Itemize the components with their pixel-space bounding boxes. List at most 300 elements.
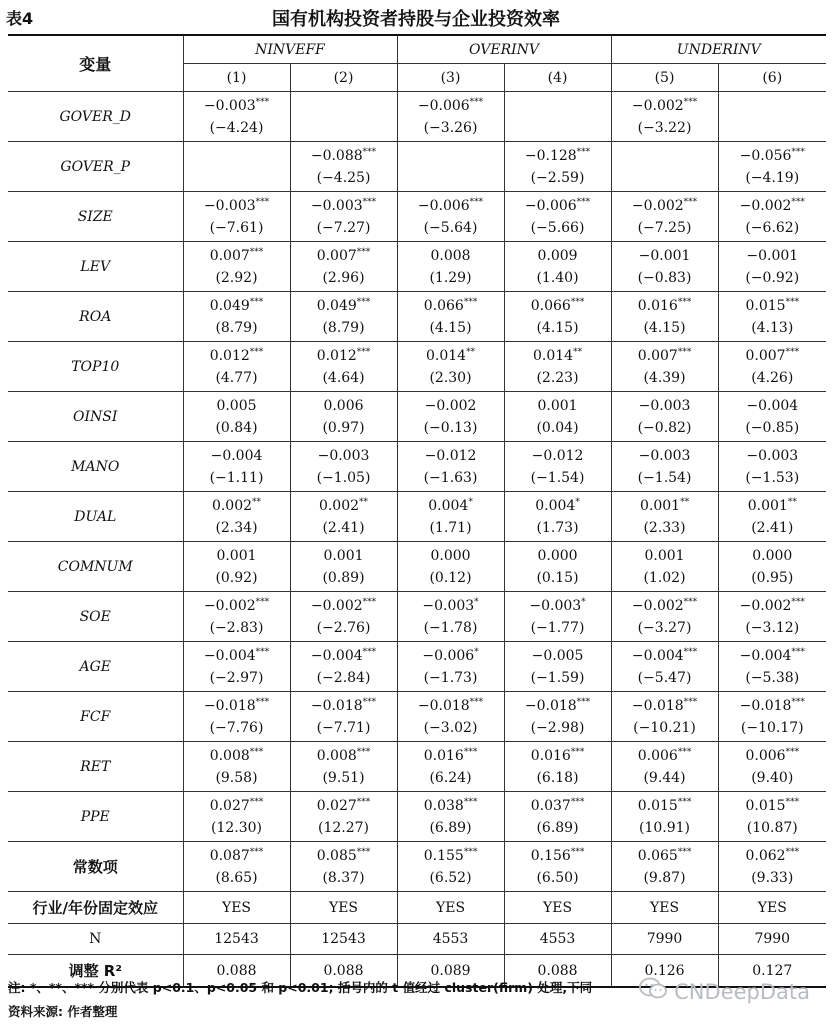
watermark-text: CNDeepData [674,979,810,1004]
t-statistic: (−4.25) [316,169,371,186]
fixed-effects-value: YES [290,892,397,924]
significance-stars: * [581,596,586,607]
coefficient-value: −0.128 [524,147,577,164]
significance-stars: *** [791,596,805,607]
t-statistic: (−2.84) [316,669,371,686]
t-statistic: (−1.53) [745,469,800,486]
significance-stars: *** [463,746,478,757]
fixed-effects-value: YES [397,892,504,924]
t-statistic: (12.30) [210,819,262,836]
estimate-cell [183,142,290,192]
coefficient-value: 0.037 [530,797,571,814]
significance-stars: *** [356,346,371,357]
n-value: 7990 [611,924,718,955]
t-statistic: (0.92) [215,569,258,586]
coefficient-value: 0.015 [745,297,786,314]
table-row [8,342,826,392]
estimate-cell [718,542,826,592]
estimate-cell [718,642,826,692]
significance-stars: *** [570,846,585,857]
coefficient [291,245,397,267]
estimate-cell [504,342,611,392]
t-statistic: (1.02) [643,569,686,586]
coefficient-value: 0.027 [316,797,357,814]
table-row [8,392,826,442]
significance-stars: *** [249,246,264,257]
coefficient-value: −0.005 [531,647,584,664]
coefficient [612,795,718,817]
t-statistic: (2.34) [215,519,258,536]
table-row [8,92,826,142]
significance-stars: *** [683,96,698,107]
coefficient-value: −0.002 [631,197,684,214]
estimate-cell [504,692,611,742]
table-row [8,292,826,342]
significance-stars: *** [356,796,371,807]
estimate-cell [504,292,611,342]
significance-stars: ** [252,496,262,507]
coefficient [612,845,718,867]
coefficient [719,645,827,667]
coefficient-value: −0.006 [422,647,475,664]
coefficient [505,545,611,567]
t-statistic: (−6.62) [745,219,800,236]
estimate-cell [611,192,718,242]
t-statistic: (8.79) [322,319,365,336]
coefficient [612,195,718,217]
coefficient-value: 0.014 [532,347,574,364]
significance-stars: *** [463,296,478,307]
estimate-cell [504,592,611,642]
table-row [8,592,826,642]
t-statistic: (−5.64) [423,219,478,236]
adj-r2-value: 0.127 [718,955,826,988]
coefficient [291,445,397,467]
significance-stars: *** [683,196,698,207]
estimate-cell [397,742,504,792]
adj-r2-label: 调整 R² [8,955,183,988]
coefficient [184,845,290,867]
estimate-cell [397,792,504,842]
significance-stars: *** [677,796,692,807]
coefficient-value: 0.015 [745,797,786,814]
coefficient-value: 0.001 [537,397,578,414]
column-number: (6) [718,64,826,92]
significance-stars: *** [570,796,585,807]
estimate-cell [611,542,718,592]
table-row [8,542,826,592]
coefficient [398,245,504,267]
coefficient [184,245,290,267]
estimate-cell [397,292,504,342]
coefficient-value: −0.003 [638,397,691,414]
significance-stars: ** [359,496,369,507]
t-statistic: (9.40) [751,769,794,786]
variable-name: OINSI [8,392,183,442]
estimate-cell [290,192,397,242]
t-statistic: (6.24) [429,769,472,786]
estimate-cell [290,442,397,492]
t-statistic: (−7.76) [209,719,264,736]
significance-stars: *** [677,296,692,307]
coefficient-value: −0.018 [739,697,792,714]
coefficient-value: 0.085 [316,847,357,864]
estimate-cell [611,692,718,742]
coefficient [184,745,290,767]
coefficient-value: −0.003 [310,197,363,214]
t-statistic: (−0.85) [745,419,800,436]
coefficient [184,545,290,567]
t-statistic: (−1.78) [423,619,478,636]
coefficient-value: −0.018 [524,697,577,714]
t-statistic: (0.04) [536,419,579,436]
estimate-cell [718,592,826,642]
coefficient [398,95,504,117]
estimate-cell [397,442,504,492]
coefficient-value: 0.005 [216,397,257,414]
estimate-cell [183,742,290,792]
variable-name: TOP10 [8,342,183,392]
table-row [8,492,826,542]
coefficient-value: 0.006 [323,397,364,414]
significance-stars: ** [787,496,797,507]
significance-stars: *** [683,646,698,657]
coefficient-value: −0.003 [529,597,582,614]
t-statistic: (−0.92) [745,269,800,286]
coefficient [719,145,827,167]
estimate-cell [718,492,826,542]
variable-header: 变量 [8,35,183,92]
t-statistic: (−3.26) [423,119,478,136]
estimate-cell [718,242,826,292]
coefficient-value: 0.065 [637,847,678,864]
adj-r2-value: 0.126 [611,955,718,988]
estimate-cell [504,742,611,792]
significance-stars: *** [785,796,800,807]
significance-stars: ** [466,346,476,357]
t-statistic: (0.97) [322,419,365,436]
estimate-cell [504,842,611,892]
estimate-cell [290,742,397,792]
estimate-cell [183,592,290,642]
coefficient-value: −0.001 [638,247,691,264]
t-statistic: (−0.83) [637,269,692,286]
coefficient-value: −0.002 [310,597,363,614]
t-statistic: (−1.54) [637,469,692,486]
estimate-cell [611,642,718,692]
significance-stars: *** [785,846,800,857]
estimate-cell [611,392,718,442]
t-statistic: (−1.54) [530,469,585,486]
coefficient [291,145,397,167]
t-statistic: (−4.24) [209,119,264,136]
table-header [0,0,832,34]
estimate-cell [611,792,718,842]
estimate-cell [183,842,290,892]
t-statistic: (−1.59) [530,669,585,686]
coefficient-value: 0.008 [316,747,357,764]
significance-stars: *** [255,696,270,707]
variable-name: ROA [8,292,183,342]
coefficient [398,745,504,767]
t-statistic: (−1.77) [530,619,585,636]
significance-stars: *** [463,796,478,807]
significance-stars: *** [576,196,591,207]
t-statistic: (6.89) [429,819,472,836]
coefficient-value: −0.012 [424,447,477,464]
coefficient-value: −0.056 [739,147,792,164]
significance-stars: *** [791,646,805,657]
coefficient-value: 0.066 [530,297,571,314]
estimate-cell [397,242,504,292]
n-value: 4553 [504,924,611,955]
table-row [8,142,826,192]
coefficient-value: 0.038 [423,797,464,814]
estimate-cell [397,842,504,892]
coefficient-value: −0.003 [317,447,370,464]
coefficient-value: 0.000 [430,547,471,564]
t-statistic: (−0.82) [637,419,692,436]
estimate-cell [183,242,290,292]
coefficient [184,595,290,617]
t-statistic: (−3.02) [423,719,478,736]
coefficient-value: −0.004 [746,397,799,414]
coefficient-value: −0.018 [310,697,363,714]
estimate-cell [183,492,290,542]
coefficient [184,195,290,217]
regression-table [8,34,826,988]
coefficient [398,445,504,467]
significance-stars: *** [249,296,264,307]
significance-stars: *** [785,296,800,307]
t-statistic: (−0.13) [423,419,478,436]
coefficient [184,695,290,717]
t-statistic: (2.92) [215,269,258,286]
estimate-cell [718,442,826,492]
coefficient [291,695,397,717]
coefficient-value: 0.000 [537,547,578,564]
estimate-cell [611,242,718,292]
coefficient-value: −0.004 [631,647,684,664]
estimate-cell [290,392,397,442]
t-statistic: (4.15) [429,319,472,336]
estimate-cell [290,92,397,142]
t-statistic: (8.65) [215,869,258,886]
coefficient [398,395,504,417]
estimate-cell [397,192,504,242]
coefficient [505,145,611,167]
coefficient [505,445,611,467]
coefficient [398,195,504,217]
column-number: (2) [290,64,397,92]
t-statistic: (9.44) [643,769,686,786]
significance-stars: *** [255,646,270,657]
significance-stars: *** [249,346,264,357]
t-statistic: (−2.59) [530,169,585,186]
estimate-cell [611,342,718,392]
estimate-cell [718,292,826,342]
t-statistic: (6.50) [536,869,579,886]
significance-stars: *** [683,696,698,707]
significance-stars: * [474,646,479,657]
estimate-cell [397,492,504,542]
t-statistic: (6.18) [536,769,579,786]
t-statistic: (0.15) [536,569,579,586]
coefficient [612,95,718,117]
significance-stars: * [474,596,479,607]
estimate-cell [290,592,397,642]
significance-stars: *** [362,646,377,657]
adj-r2-value: 0.088 [183,955,290,988]
significance-stars: *** [362,596,377,607]
estimate-cell [290,492,397,542]
variable-name: GOVER_D [8,92,183,142]
coefficient [719,845,827,867]
significance-stars: *** [570,296,585,307]
coefficient-value: 0.007 [316,247,357,264]
significance-stars: *** [469,196,484,207]
estimate-cell [290,792,397,842]
coefficient-value: −0.002 [424,397,477,414]
t-statistic: (−2.97) [209,669,264,686]
significance-stars: *** [356,846,371,857]
coefficient-value: 0.066 [423,297,464,314]
coefficient [505,595,611,617]
coefficient [398,795,504,817]
coefficient [291,595,397,617]
t-statistic: (9.58) [215,769,258,786]
table-row [8,792,826,842]
coefficient [184,395,290,417]
significance-stars: *** [356,246,371,257]
coefficient-value: −0.004 [310,647,363,664]
coefficient-value: 0.016 [637,297,678,314]
t-statistic: (1.73) [536,519,579,536]
t-statistic: (−2.98) [530,719,585,736]
coefficient-value: −0.003 [203,97,256,114]
variable-name: AGE [8,642,183,692]
t-statistic: (−10.21) [633,719,696,736]
coefficient-value: −0.004 [739,647,792,664]
coefficient [612,745,718,767]
coefficient [398,645,504,667]
coefficient [291,295,397,317]
estimate-cell [611,142,718,192]
coefficient [184,345,290,367]
coefficient [291,395,397,417]
coefficient [291,845,397,867]
estimate-cell [397,92,504,142]
t-statistic: (10.87) [746,819,798,836]
significance-stars: *** [356,296,371,307]
t-statistic: (−3.22) [637,119,692,136]
coefficient-value: 0.002 [211,497,253,514]
estimate-cell [397,142,504,192]
significance-stars: ** [680,496,690,507]
t-statistic: (1.29) [429,269,472,286]
coefficient-value: 0.062 [745,847,786,864]
variable-name: 常数项 [8,842,183,892]
group-header-underinv: UNDERINV [611,35,826,64]
coefficient-value: −0.003 [638,447,691,464]
coefficient-value: 0.004 [428,497,469,514]
coefficient-value: −0.003 [422,597,475,614]
coefficient-value: 0.001 [639,497,681,514]
variable-name: GOVER_P [8,142,183,192]
variable-name: FCF [8,692,183,742]
table-row [8,192,826,242]
coefficient-value: −0.003 [203,197,256,214]
significance-stars: *** [785,346,800,357]
coefficient [505,845,611,867]
t-statistic: (−1.11) [209,469,264,486]
estimate-cell [611,742,718,792]
coefficient-value: −0.018 [417,697,470,714]
estimate-cell [611,442,718,492]
variable-name: COMNUM [8,542,183,592]
significance-stars: *** [677,846,692,857]
estimate-cell [397,592,504,642]
t-statistic: (4.15) [643,319,686,336]
coefficient [184,295,290,317]
coefficient [719,795,827,817]
coefficient-value: 0.012 [316,347,357,364]
significance-stars: *** [785,746,800,757]
coefficient-value: 0.016 [530,747,571,764]
coefficient [398,695,504,717]
coefficient [291,195,397,217]
estimate-cell [718,142,826,192]
t-statistic: (4.77) [215,369,258,386]
coefficient-value: 0.014 [425,347,467,364]
coefficient-value: −0.002 [739,197,792,214]
coefficient-value: 0.027 [209,797,250,814]
significance-stars: *** [362,196,377,207]
estimate-cell [290,142,397,192]
coefficient-value: −0.018 [203,697,256,714]
coefficient-value: 0.156 [530,847,571,864]
t-statistic: (4.15) [536,319,579,336]
estimate-cell [718,842,826,892]
data-source: 资料来源: 作者整理 [8,1004,118,1019]
estimate-cell [504,792,611,842]
coefficient [719,695,827,717]
variable-name: LEV [8,242,183,292]
coefficient-value: −0.003 [746,447,799,464]
t-statistic: (−5.38) [745,669,800,686]
coefficient-value: −0.002 [203,597,256,614]
coefficient-value: −0.002 [739,597,792,614]
t-statistic: (9.87) [643,869,686,886]
estimate-cell [397,642,504,692]
t-statistic: (1.40) [536,269,579,286]
t-statistic: (−7.71) [316,719,371,736]
coefficient-value: 0.000 [752,547,793,564]
significance-stars: *** [469,696,484,707]
estimate-cell [183,442,290,492]
coefficient-value: 0.006 [637,747,678,764]
coefficient [505,345,611,367]
significance-stars: * [575,496,580,507]
estimate-cell [290,242,397,292]
t-statistic: (9.33) [751,869,794,886]
estimate-cell [718,792,826,842]
group-header-ninveff: NINVEFF [183,35,397,64]
t-statistic: (2.41) [751,519,794,536]
coefficient [291,745,397,767]
significance-stars: *** [576,146,591,157]
coefficient-value: 0.001 [323,547,364,564]
